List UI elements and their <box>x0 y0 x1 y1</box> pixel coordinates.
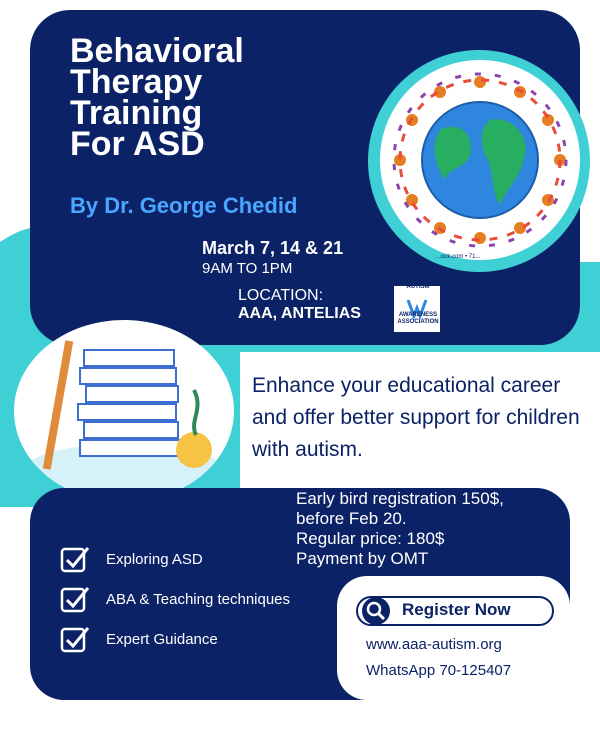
title-line: Behavioral <box>70 32 244 70</box>
page-title <box>70 32 310 163</box>
location-label: LOCATION: <box>238 287 324 304</box>
globe-icon <box>380 60 580 260</box>
checklist-item <box>60 625 218 653</box>
title-line: Therapy <box>70 63 203 101</box>
location-value: AAA, ANTELIAS <box>238 305 361 322</box>
whatsapp-contact[interactable]: WhatsApp 70-125407 <box>366 662 512 679</box>
checklist-label: ABA & Teaching techniques <box>106 590 291 608</box>
checklist-label: Expert Guidance <box>106 630 218 648</box>
pricing-info <box>296 489 586 569</box>
register-label[interactable]: Register Now <box>402 600 511 619</box>
logo-text <box>396 284 440 326</box>
books-icon <box>14 320 234 502</box>
logo-top-text: AUTISM <box>406 284 430 290</box>
event-time: 9AM TO 1PM <box>202 260 293 277</box>
checklist-item <box>60 585 290 613</box>
check-icon <box>60 585 90 613</box>
pricing-line: Regular price: 180$ <box>296 529 445 548</box>
checklist-label: Exploring ASD <box>106 550 203 568</box>
checklist-item <box>60 545 203 573</box>
check-icon <box>60 625 90 653</box>
pricing-line: Early bird registration 150$, <box>296 489 504 508</box>
check-icon <box>60 545 90 573</box>
search-icon <box>362 597 390 625</box>
globe-frame <box>380 60 580 260</box>
books-illustration <box>14 320 234 502</box>
event-dates: March 7, 14 & 21 <box>202 238 344 258</box>
image-credit: ...ock.com • 71... <box>436 254 481 260</box>
title-line: For ASD <box>70 125 205 163</box>
logo-bottom-text: AWARENESS ASSOCIATION <box>397 312 439 325</box>
pricing-line: Payment by OMT <box>296 549 429 568</box>
pricing-line: before Feb 20. <box>296 509 407 528</box>
website-link[interactable]: www.aaa-autism.org <box>366 636 502 653</box>
title-line: Training <box>70 94 203 132</box>
presenter-subtitle: By Dr. George Chedid <box>70 193 298 218</box>
register-search-badge[interactable] <box>362 597 390 625</box>
description-blurb: Enhance your educational career and offer better support for children with autism. <box>252 374 580 461</box>
